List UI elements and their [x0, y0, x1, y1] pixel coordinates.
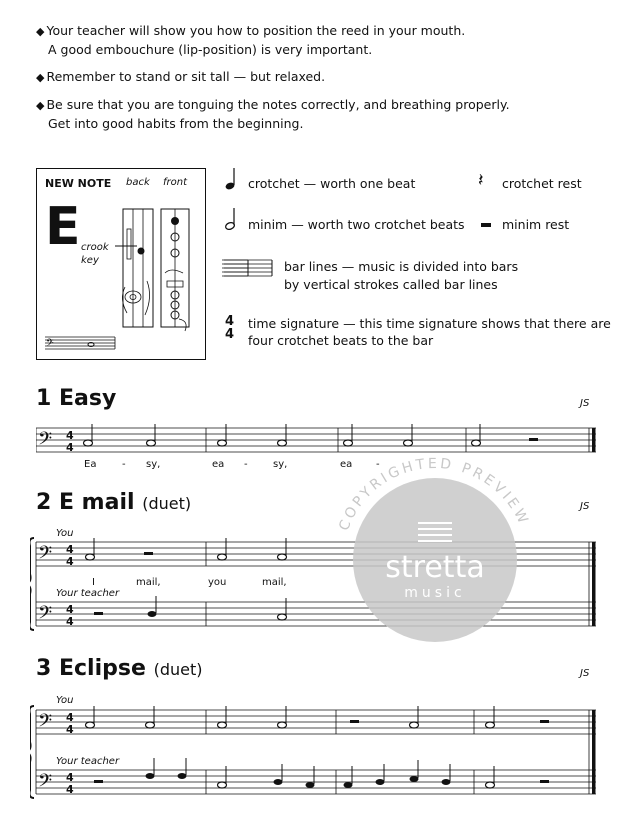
piece-title-2: [36, 490, 191, 515]
svg-text:𝄢: 𝄢: [46, 337, 54, 351]
watermark-brand-sub: music: [404, 585, 466, 601]
minim-rest-icon: [481, 223, 491, 227]
instruction-text: Get into good habits from the beginning.: [48, 116, 304, 131]
piece-subtitle: (duet): [153, 660, 203, 679]
lyric: ea: [340, 459, 353, 470]
part-label-you: You: [56, 695, 74, 706]
lyric: mail,: [262, 577, 287, 588]
svg-text:𝄢: 𝄢: [38, 603, 53, 628]
part-label-teacher: Your teacher: [56, 588, 120, 599]
crotchet-text: crotchet — worth one beat: [248, 176, 416, 191]
instruction-text: A good embouchure (lip-position) is very important.: [48, 42, 373, 57]
piece-title: Easy: [58, 386, 117, 411]
diamond-bullet-icon: ◆: [36, 71, 45, 84]
svg-text:4: 4: [66, 615, 74, 628]
instruction-text: Your teacher will show you how to position the reed in your mouth.: [46, 23, 466, 38]
svg-text:𝄢: 𝄢: [38, 711, 53, 736]
lyric: I: [92, 577, 95, 588]
crook-label: crook: [81, 242, 109, 253]
instruction-list: [36, 22, 596, 142]
new-note-box: [36, 168, 206, 360]
piece-title: E mail: [58, 490, 135, 515]
svg-text:4: 4: [66, 555, 74, 568]
lyric: Ea: [84, 459, 97, 470]
bar-lines-icon: [222, 258, 276, 278]
piece-title: Eclipse: [58, 656, 146, 681]
lyric: mail,: [136, 577, 161, 588]
svg-text:4: 4: [66, 783, 74, 796]
staff-eclipse: [30, 702, 601, 802]
diamond-bullet-icon: ◆: [36, 25, 45, 38]
part-label-teacher: Your teacher: [56, 756, 120, 767]
note-staff: [45, 337, 115, 349]
svg-text:4: 4: [66, 711, 74, 724]
lyric: -: [122, 459, 126, 470]
lyric: sy,: [273, 459, 288, 470]
svg-text:4: 4: [66, 543, 74, 556]
time-signature-text-1: time signature — this time signature shows that there are: [248, 316, 611, 331]
svg-text:4: 4: [66, 603, 74, 616]
piece-number: 3: [36, 656, 52, 681]
lyric: you: [208, 577, 227, 588]
part-label-you: You: [56, 528, 74, 539]
svg-text:𝄢: 𝄢: [38, 429, 53, 454]
watermark-ring-text: COPYRIGHTED PREVIEW: [336, 455, 532, 533]
stretta-watermark: [330, 455, 540, 665]
note-letter: E: [45, 197, 81, 257]
bassoon-fingering-diagram: [37, 169, 207, 361]
instruction-1: [36, 22, 596, 59]
instruction-2: [36, 68, 596, 87]
new-note-heading: NEW NOTE: [45, 177, 112, 190]
instruction-3: [36, 96, 596, 133]
time-signature-bottom: 4: [225, 327, 235, 342]
svg-text:𝄢: 𝄢: [38, 771, 53, 796]
composer-initials: JS: [580, 668, 590, 679]
svg-text:4: 4: [66, 429, 74, 442]
composer-initials: JS: [580, 398, 590, 409]
key-label: key: [81, 255, 99, 266]
time-signature-top: 4: [225, 314, 235, 329]
time-signature-text-2: four crotchet beats to the bar: [248, 333, 434, 348]
lyric: -: [376, 459, 380, 470]
watermark-brand: stretta: [385, 550, 485, 585]
piece-title-1: [36, 386, 116, 411]
diamond-bullet-icon: ◆: [36, 99, 45, 112]
lyric: ea: [212, 459, 225, 470]
instruction-text: Be sure that you are tonguing the notes correctly, and breathing properly.: [46, 97, 510, 112]
back-label: back: [126, 177, 150, 188]
crotchet-rest-text: crotchet rest: [502, 176, 582, 191]
svg-text:𝄢: 𝄢: [38, 543, 53, 568]
barlines-text-2: by vertical strokes called bar lines: [284, 277, 498, 292]
composer-initials: JS: [580, 501, 590, 512]
lyric: -: [244, 459, 248, 470]
minim-text: minim — worth two crotchet beats: [248, 217, 465, 232]
barlines-text-1: bar lines — music is divided into bars: [284, 259, 519, 274]
piece-subtitle: (duet): [142, 494, 192, 513]
time-signature-icon: [225, 315, 234, 341]
front-label: front: [163, 177, 188, 188]
piece-number: 2: [36, 490, 52, 515]
piece-title-3: [36, 656, 202, 681]
instruction-text: Remember to stand or sit tall — but relaxed.: [46, 69, 326, 84]
piece-number: 1: [36, 386, 52, 411]
svg-text:4: 4: [66, 771, 74, 784]
crotchet-rest-icon: 𝄽: [478, 170, 484, 191]
minim-rest-text: minim rest: [502, 217, 570, 232]
svg-text:4: 4: [66, 723, 74, 736]
svg-text:4: 4: [66, 441, 74, 454]
lyric: sy,: [146, 459, 161, 470]
